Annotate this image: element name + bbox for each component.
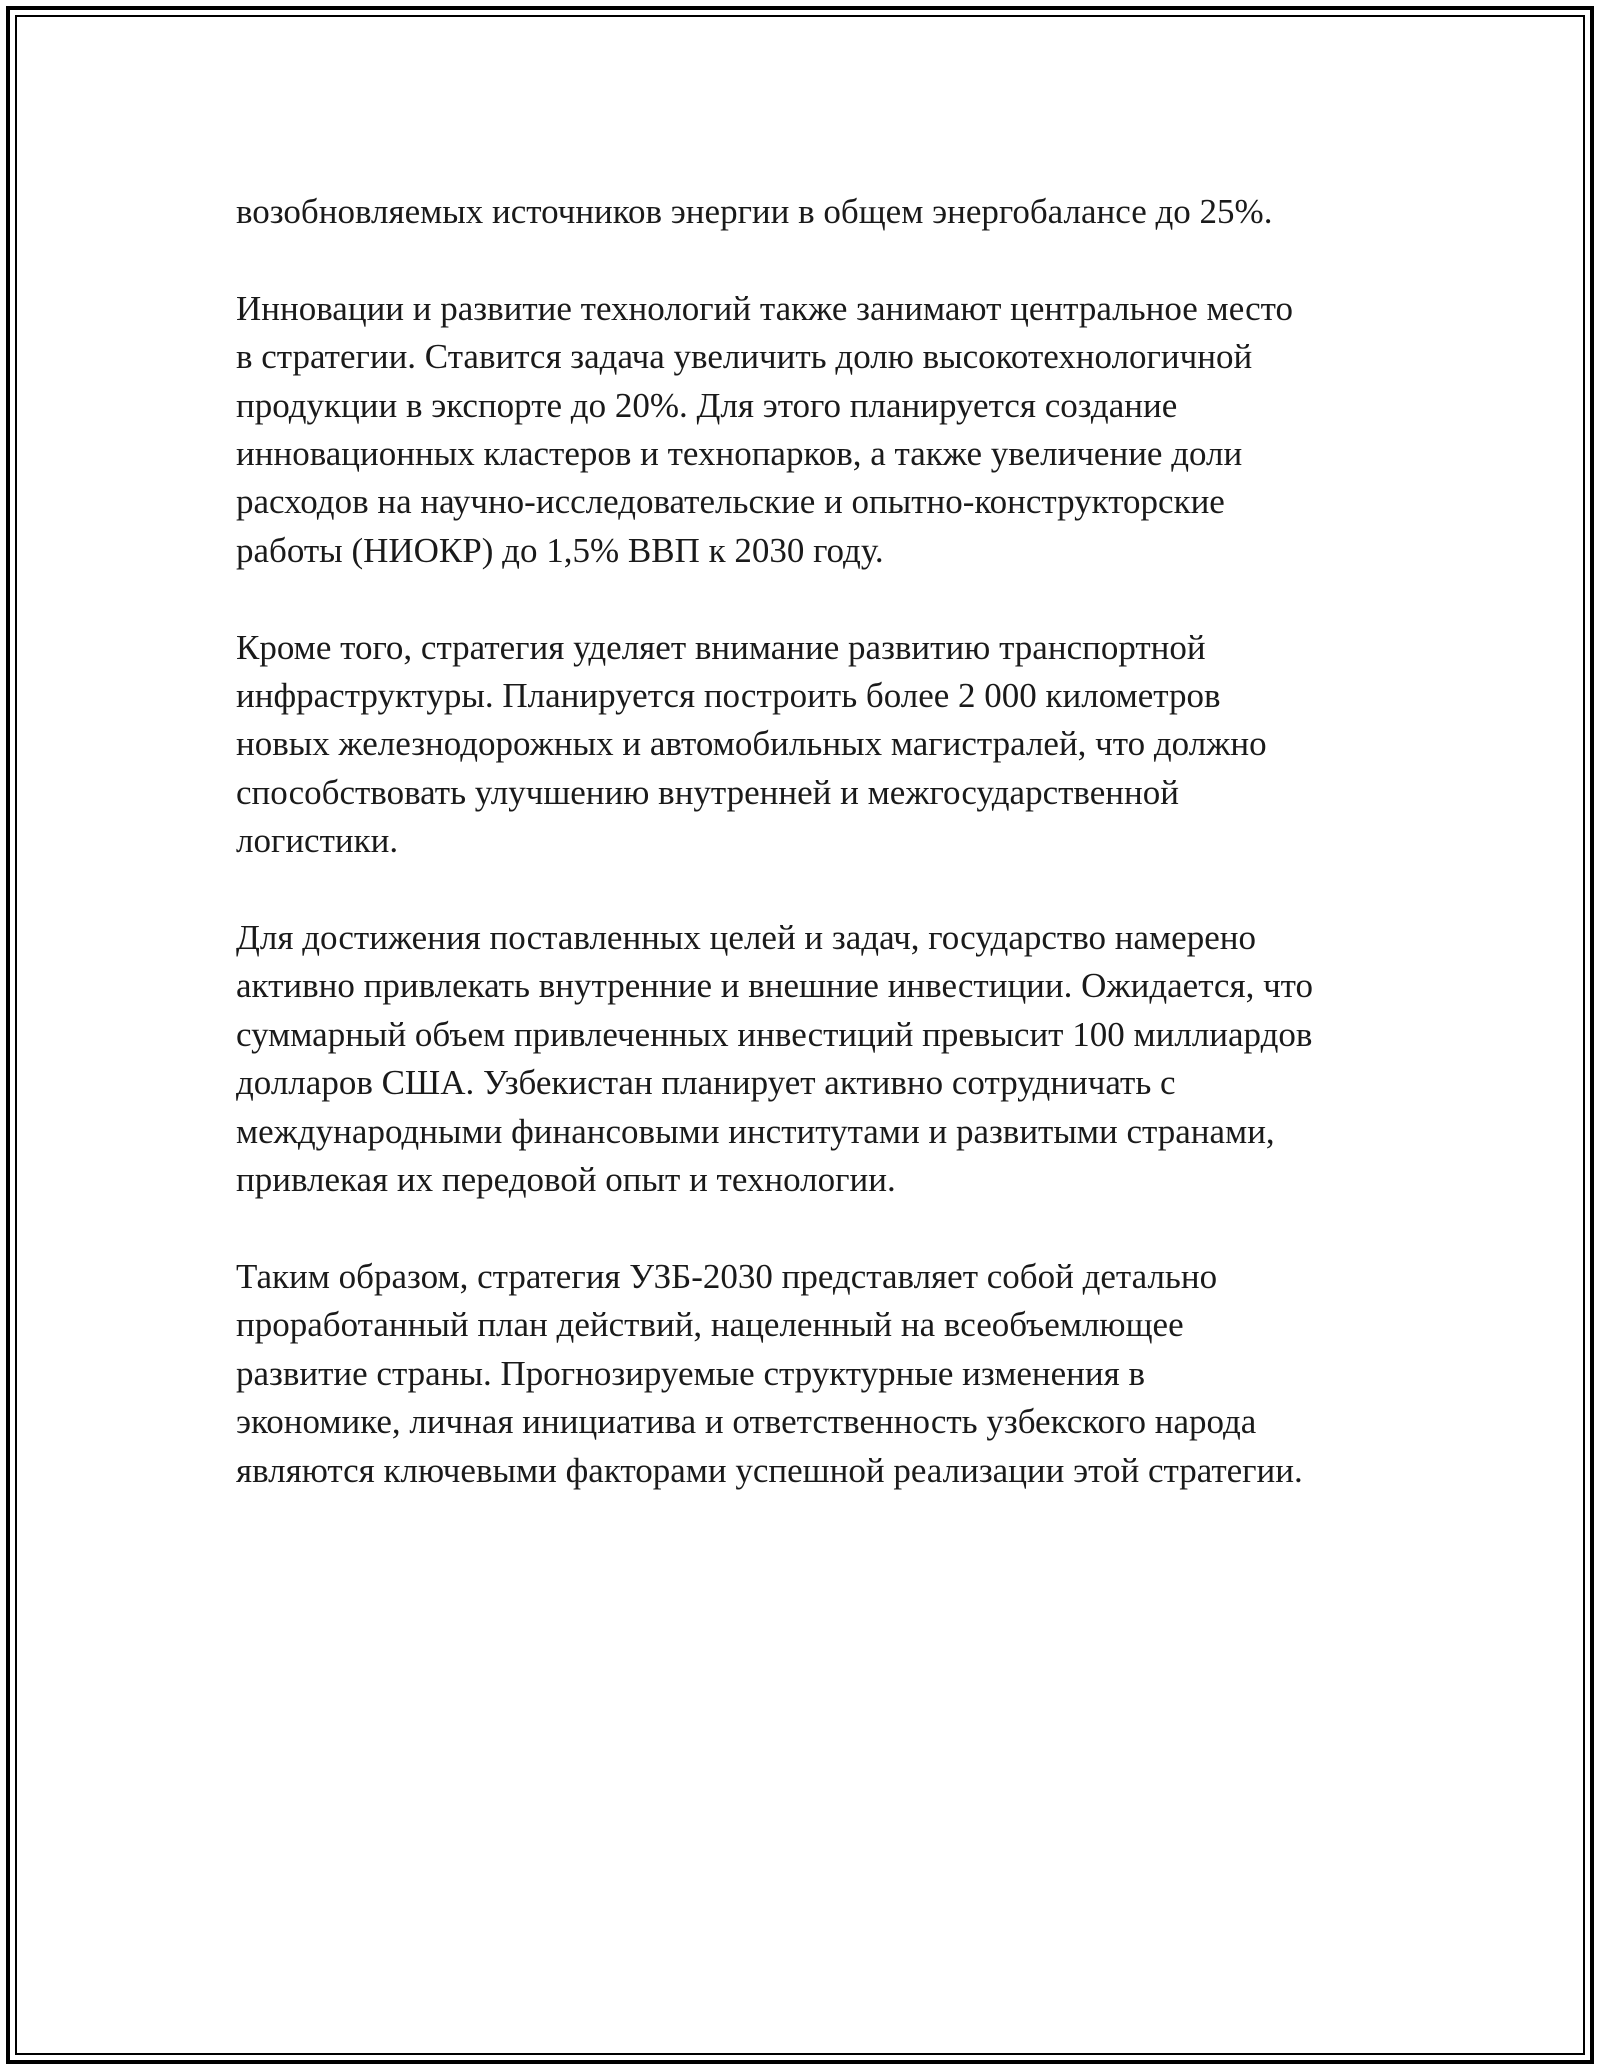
text-line: способствовать улучшению внутренней и межгосударственной (236, 772, 1179, 812)
text-line: развитие страны. Прогнозируемые структурные изменения в (236, 1353, 1145, 1393)
text-line: Инновации и развитие технологий также занимают центральное место (236, 288, 1293, 328)
text-line: проработанный план действий, нацеленный на всеобъемлющее (236, 1305, 1184, 1345)
text-line: суммарный объем привлеченных инвестиций превысит 100 миллиардов (236, 1014, 1313, 1054)
text-line: расходов на научно-исследовательские и опытно-конструкторские (236, 482, 1225, 522)
text-line: долларов США. Узбекистан планирует активно сотрудничать с (236, 1063, 1176, 1103)
paragraph (236, 188, 1396, 236)
text-line: активно привлекать внутренние и внешние инвестиции. Ожидается, что (236, 966, 1314, 1006)
text-line: работы (НИОКР) до 1,5% ВВП к 2030 году. (236, 530, 884, 570)
text-line: экономике, личная инициатива и ответственность узбекского народа (236, 1402, 1257, 1442)
paragraph (236, 285, 1396, 575)
text-line: Для достижения поставленных целей и задач, государство намерено (236, 918, 1256, 958)
text-line: являются ключевыми факторами успешной реализации этой стратегии. (236, 1450, 1303, 1490)
text-line: Кроме того, стратегия уделяет внимание развитию транспортной (236, 627, 1206, 667)
paragraph (236, 624, 1396, 866)
text-line: логистики. (236, 821, 399, 861)
text-line: инфраструктуры. Планируется построить более 2 000 километров (236, 676, 1221, 716)
document-body (236, 188, 1396, 1495)
text-line: в стратегии. Ставится задача увеличить долю высокотехнологичной (236, 337, 1253, 377)
text-line: возобновляемых источников энергии в общем энергобалансе до 25%. (236, 192, 1273, 231)
text-line: международными финансовыми институтами и развитыми странами, (236, 1111, 1275, 1151)
paragraph (236, 1253, 1396, 1495)
text-line: инновационных кластеров и технопарков, а также увеличение доли (236, 434, 1243, 474)
text-line: привлекая их передовой опыт и технологии. (236, 1160, 896, 1200)
text-line: Таким образом, стратегия УЗБ-2030 представляет собой детально (236, 1256, 1218, 1296)
text-line: новых железнодорожных и автомобильных магистралей, что должно (236, 724, 1267, 764)
text-line: продукции в экспорте до 20%. Для этого планируется создание (236, 385, 1178, 425)
paragraph (236, 914, 1396, 1204)
